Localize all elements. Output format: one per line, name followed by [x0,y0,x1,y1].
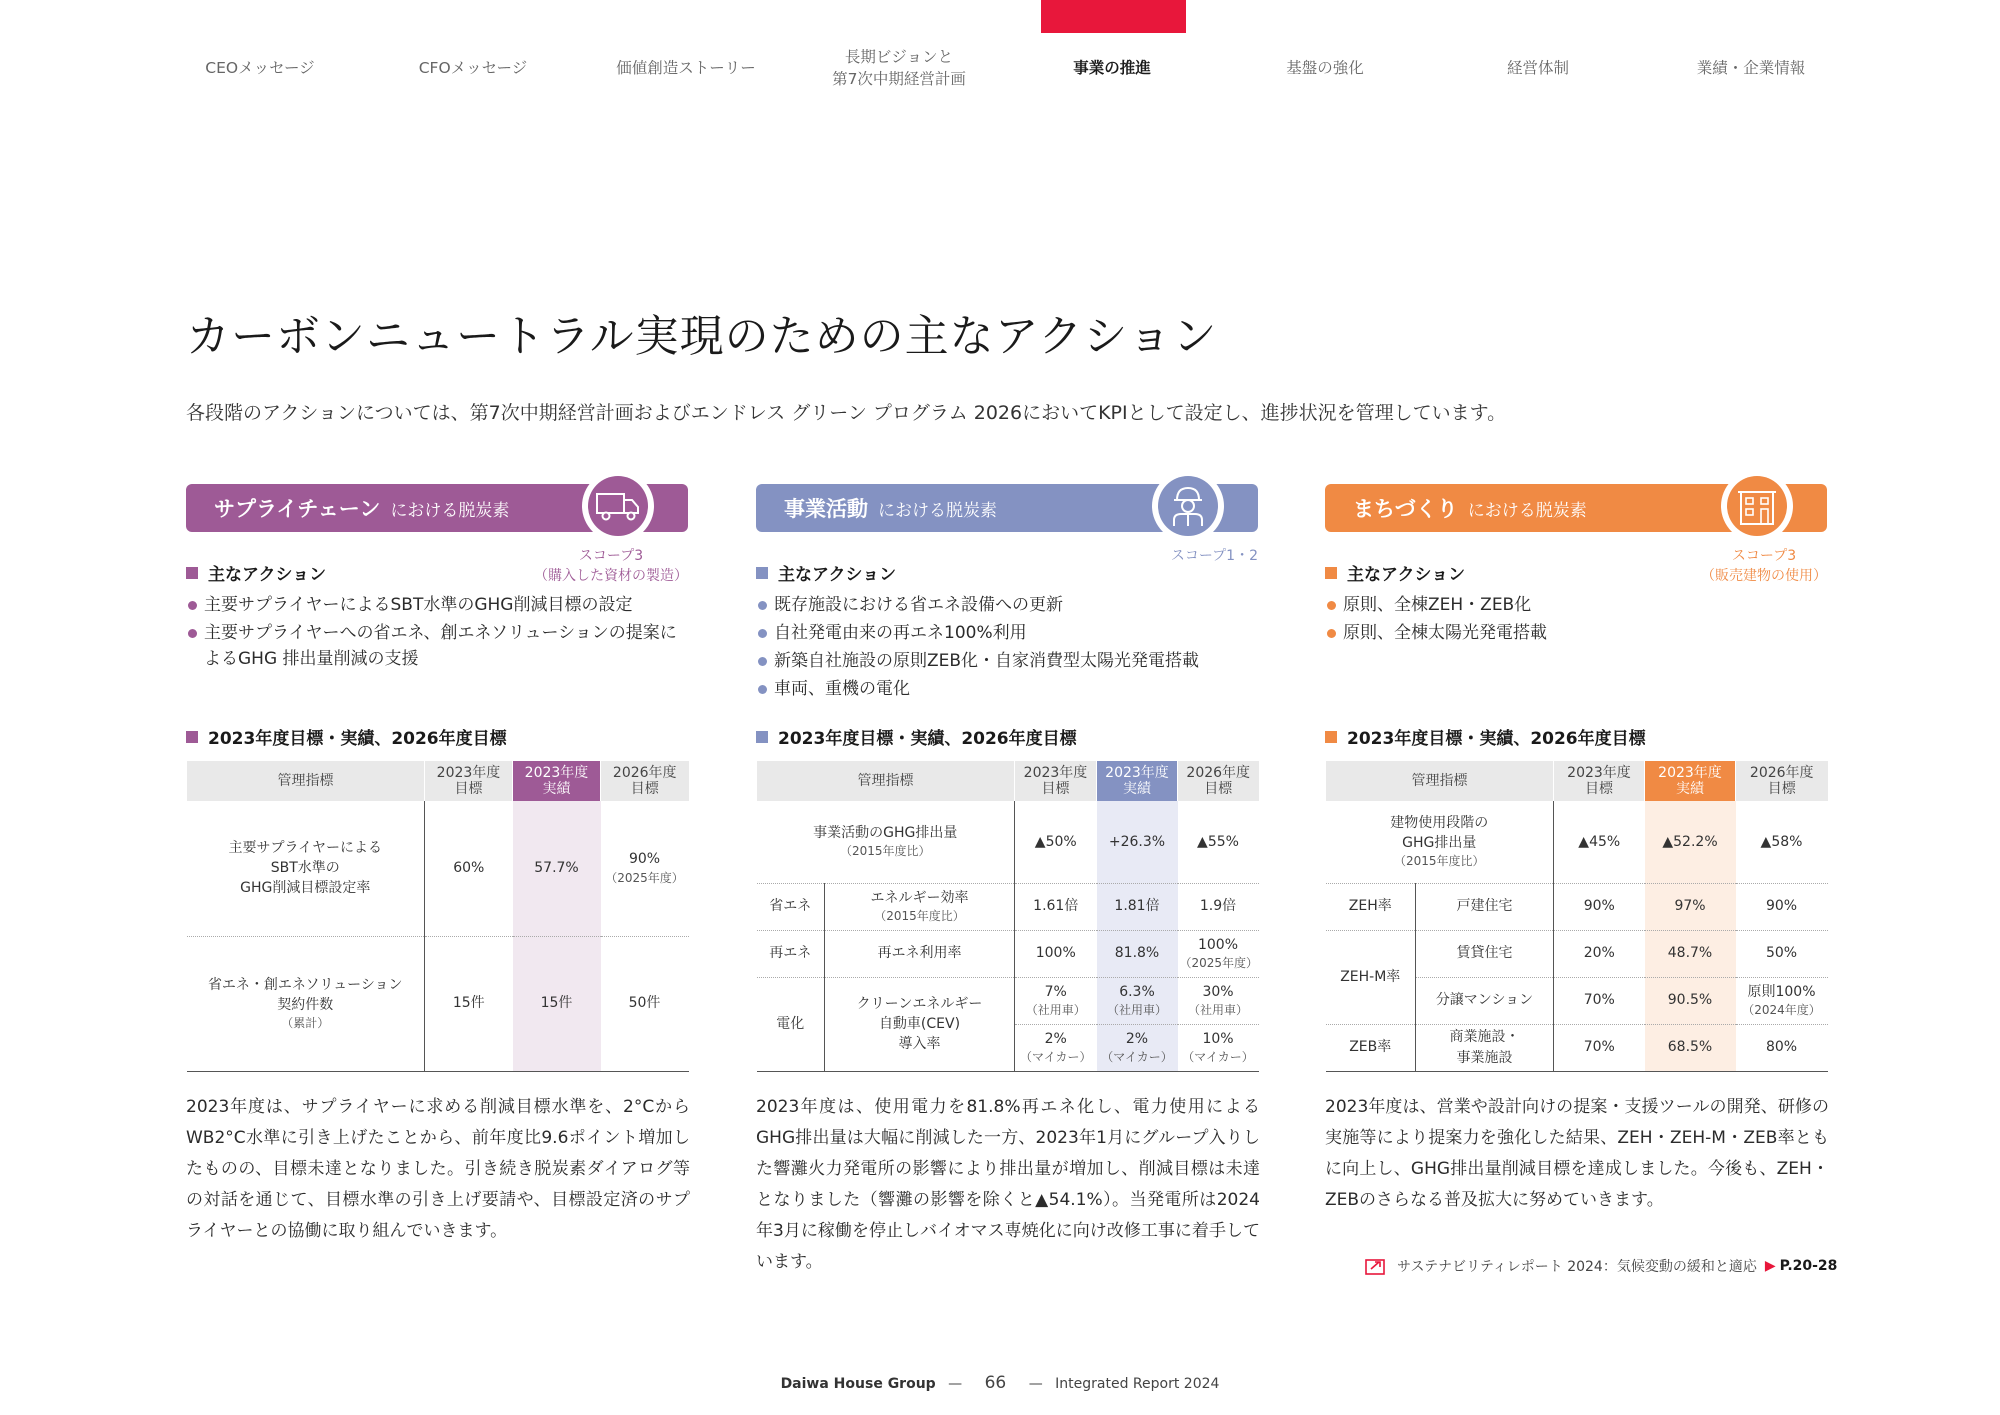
actions-heading [756,560,896,585]
nav-item-label: 業績・企業情報 [1696,58,1806,77]
cell-note: （社用車） [1025,1002,1086,1017]
truck-icon [595,489,641,523]
goal-note: （2025年度） [1179,955,1259,970]
cell-value: 30% [1202,983,1234,1000]
target-cell: 1.61倍 [1015,883,1097,930]
column-body-text: 2023年度は、サプライヤーに求める削減目標水準を、2°CからWB2°C水準に引き上げたことから、前年度比9.6ポイント増加したものの、目標未達となりました。引き続き脱炭素ダイアログ等の対話を通じて、目標水準の引き上げ要請や、目標設定済のサプライヤーとの協働に取り組んでいきます。 [186,1097,690,1241]
actions-heading [186,560,326,585]
target-cell: 70% [1554,977,1645,1024]
target-cell: 60% [425,801,513,936]
worker-icon [1168,484,1208,528]
cell-value: 2% [1044,1030,1067,1047]
kpi-heading [1325,724,1646,749]
table-row [757,883,1259,930]
goal-cell [601,801,689,936]
metric-label: 主要サプライヤーによる SBT水準の GHG削減目標設定率 [187,801,425,936]
footer-report-name: Integrated Report 2024 [1055,1376,1220,1392]
goal-value: 100% [1197,936,1239,953]
actual-cell [1097,977,1178,1024]
column-town-development [1325,480,1827,1260]
header-2023-actual: 2023年度 実績 [1097,761,1178,801]
scope-line: スコープ3 [578,548,644,564]
actual-cell: ▲52.2% [1645,801,1736,883]
page-footer [0,1373,2000,1393]
page-title: カーボンニュートラル実現のための主なアクション [186,311,1218,362]
sustainability-report-link[interactable] [1365,1256,1837,1276]
nav-item-ceo-message[interactable] [160,40,360,96]
group-label: 省エネ [757,883,825,930]
target-cell: 70% [1554,1024,1645,1071]
group-label: ZEB率 [1326,1024,1416,1071]
goal-value: 90% [628,851,661,868]
actions-heading-label: 主なアクション [1347,565,1466,585]
square-bullet-icon [186,731,198,743]
list-item: 既存施設における省エネ設備への更新 [756,592,1258,618]
page-number: 66 [984,1373,1007,1393]
square-bullet-icon [756,731,768,743]
nav-item-long-term-vision[interactable] [799,40,999,96]
nav-item-label: 事業の推進 [1073,58,1151,77]
cell-value: 2% [1125,1030,1149,1047]
kpi-table [756,761,1259,1072]
scope-line: スコープ3 [1731,548,1797,564]
triangle-arrow-icon: ▶ [1764,1258,1776,1274]
nav-item-business-promotion[interactable] [1012,40,1212,96]
metric-label [1326,801,1554,883]
nav-item-label: 経営体制 [1506,58,1569,77]
square-bullet-icon [1325,731,1337,743]
kpi-heading-label: 2023年度目標・実績、2026年度目標 [1347,729,1646,749]
report-link-page: P.20-28 [1779,1258,1838,1274]
actual-cell: 1.81倍 [1097,883,1178,930]
goal-cell: 50% [1736,930,1828,977]
column-header-sub: における脱炭素 [1467,500,1587,521]
actual-cell: 90.5% [1645,977,1736,1024]
cell-note: （マイカー） [1101,1049,1173,1064]
actual-cell: 68.5% [1645,1024,1736,1071]
nav-item-label: CFOメッセージ [418,58,528,77]
nav-item-value-creation[interactable] [586,40,786,96]
nav-item-foundation[interactable] [1225,40,1425,96]
actual-cell: 15件 [513,936,601,1071]
metric-label-text: 省エネ・創エネソリューション 契約件数 [207,976,403,1013]
emblem [1152,470,1224,542]
target-cell: 20% [1554,930,1645,977]
table-row [187,936,689,1071]
actual-cell: +26.3% [1097,801,1178,883]
goal-cell: ▲55% [1178,801,1259,883]
target-cell [1015,1024,1097,1071]
table-header-row [757,761,1259,801]
cell-value: 10% [1202,1030,1234,1047]
nav-item-label: 長期ビジョンと 第7次中期経営計画 [832,47,966,88]
list-item: 自社発電由来の再エネ100%利用 [756,620,1258,646]
target-cell: ▲50% [1015,801,1097,883]
actions-list [756,592,1258,704]
column-header-main: サプライチェーン [214,497,381,521]
kpi-heading-label: 2023年度目標・実績、2026年度目標 [778,729,1077,749]
scope-line: スコープ1・2 [1170,548,1258,564]
goal-cell: ▲58% [1736,801,1828,883]
metric-label [757,801,1015,883]
goal-cell [1178,930,1259,977]
metric-label [187,936,425,1071]
metric-note: （2015年度比） [1393,854,1485,869]
goal-note: （2024年度） [1742,1002,1821,1017]
kpi-heading-label: 2023年度目標・実績、2026年度目標 [208,729,507,749]
column-header-sub: における脱炭素 [390,500,510,521]
top-navigation [0,0,2000,100]
table-row [187,801,689,936]
list-item: 車両、重機の電化 [756,676,1258,702]
target-cell [1015,977,1097,1024]
scope-line: （購入した資材の製造） [534,568,688,585]
group-label: ZEH率 [1326,883,1416,930]
list-item: 主要サプライヤーへの省エネ、創エネソリューションの提案によるGHG 排出量削減の支援 [186,620,688,672]
header-2023-actual: 2023年度 実績 [513,761,601,801]
metric-label-text: エネルギー効率 [870,889,969,906]
table-row [1326,930,1828,977]
column-header-sub: における脱炭素 [878,500,997,521]
cell-note: （社用車） [1187,1002,1248,1017]
column-business-activities [756,480,1260,1272]
goal-note: （2025年度） [605,870,684,885]
nav-item-label: 基盤の強化 [1286,58,1364,77]
header-2026-goal: 2026年度 目標 [601,761,689,801]
target-cell: 15件 [425,936,513,1071]
table-row [757,977,1259,1024]
header-2026-goal: 2026年度 目標 [1736,761,1828,801]
nav-item-label: 価値創造ストーリー [616,58,756,77]
metric-note: （2015年度比） [839,844,931,859]
table-row [1326,801,1828,883]
table-row [757,930,1259,977]
nav-item-governance[interactable] [1438,40,1638,96]
table-header-row [1326,761,1828,801]
goal-cell: 50件 [601,936,689,1071]
nav-item-label: CEOメッセージ [205,58,315,77]
kpi-table [186,761,689,1072]
metric-label: 再エネ利用率 [825,930,1015,977]
column-header-main: 事業活動 [784,497,868,521]
metric-note: （累計） [281,1016,330,1031]
header-metric: 管理指標 [187,761,425,801]
scope-label [1171,546,1258,566]
actions-heading-label: 主なアクション [778,565,897,585]
metric-label: 戸建住宅 [1416,883,1554,930]
actual-cell: 48.7% [1645,930,1736,977]
list-item: 原則、全棟ZEH・ZEB化 [1325,592,1827,618]
cell-note: （社用車） [1106,1002,1167,1017]
metric-label: クリーンエネルギー 自動車(CEV) 導入率 [825,977,1015,1071]
group-label: 電化 [757,977,825,1071]
square-bullet-icon [756,567,768,579]
cell-value: 6.3% [1119,983,1155,1000]
lead-text: 各段階のアクションについては、第7次中期経営計画およびエンドレス グリーン プログラム 2026においてKPIとして設定し、進捗状況を管理しています。 [186,402,1507,424]
metric-label-text: 建物使用段階の GHG排出量 [1390,814,1489,852]
column-body-text: 2023年度は、営業や設計向けの提案・支援ツールの開発、研修の実施等により提案力を強化した結果、ZEH・ZEH-M・ZEB率ともに向上し、GHG排出量削減目標を達成しました。今後も、ZEH・ZEBのさらなる普及拡大に努めていきます。 [1325,1097,1829,1210]
target-cell: 100% [1015,930,1097,977]
actual-cell: 57.7% [513,801,601,936]
metric-label: 分譲マンション [1416,977,1554,1024]
table-header-row [187,761,689,801]
header-2023-target: 2023年度 目標 [1015,761,1097,801]
metric-label [825,883,1015,930]
square-bullet-icon [186,567,198,579]
emblem [1721,470,1793,542]
goal-cell: 80% [1736,1024,1828,1071]
table-row [757,801,1259,883]
header-2023-target: 2023年度 目標 [1554,761,1645,801]
footer-dash: — [1028,1376,1043,1392]
scope-label [1701,546,1827,587]
target-cell: ▲45% [1554,801,1645,883]
header-metric: 管理指標 [757,761,1015,801]
header-metric: 管理指標 [1326,761,1554,801]
footer-dash: — [948,1376,963,1392]
metric-label-text: 事業活動のGHG排出量 [813,824,958,841]
actual-cell: 81.8% [1097,930,1178,977]
scope-line: （販売建物の使用） [1701,568,1827,585]
table-row [1326,883,1828,930]
list-item: 主要サプライヤーによるSBT水準のGHG削減目標の設定 [186,592,688,618]
square-bullet-icon [1325,567,1337,579]
header-2023-actual: 2023年度 実績 [1645,761,1736,801]
report-link-text: サステナビリティレポート 2024：気候変動の緩和と適応 [1397,1259,1757,1275]
target-cell: 90% [1554,883,1645,930]
column-body-text: 2023年度は、使用電力を81.8%再エネ化し、電力使用によるGHG排出量は大幅に削減した一方、2023年1月にグループ入りした響灘火力発電所の影響により排出量が増加し、削減目標は未達となりました（響灘の影響を除くと▲54.1%）。当発電所は2024年3月に稼働を停止しバイオマス専焼化に向け改修工事に着手しています。 [756,1097,1260,1272]
goal-cell [1178,1024,1259,1071]
emblem [582,470,654,542]
actions-heading-label: 主なアクション [208,565,327,585]
kpi-heading [756,724,1077,749]
actions-heading [1325,560,1465,585]
active-section-marker [1041,0,1186,33]
group-label: 再エネ [757,930,825,977]
metric-label: 賃貸住宅 [1416,930,1554,977]
goal-cell: 1.9倍 [1178,883,1259,930]
metric-note: （2015年度比） [874,908,965,923]
kpi-heading [186,724,507,749]
cell-note: （マイカー） [1182,1049,1254,1064]
list-item: 原則、全棟太陽光発電搭載 [1325,620,1827,646]
footer-brand: Daiwa House Group [780,1376,936,1392]
metric-label: 商業施設・ 事業施設 [1416,1024,1554,1071]
list-item: 新築自社施設の原則ZEB化・自家消費型太陽光発電搭載 [756,648,1258,674]
nav-item-cfo-message[interactable] [373,40,573,96]
external-link-icon [1365,1257,1389,1275]
kpi-table [1325,761,1828,1072]
goal-value: 原則100% [1747,983,1816,1000]
actual-cell: 97% [1645,883,1736,930]
actions-list [186,592,688,674]
nav-item-performance[interactable] [1651,40,1851,96]
scope-label [534,546,688,587]
header-2026-goal: 2026年度 目標 [1178,761,1259,801]
actual-cell [1097,1024,1178,1071]
column-header-main: まちづくり [1353,497,1458,521]
table-row [1326,1024,1828,1071]
group-label: ZEH-M率 [1326,930,1416,1024]
cell-note: （マイカー） [1020,1049,1092,1064]
column-supply-chain [186,480,688,1260]
building-icon [1736,486,1778,526]
cell-value: 7% [1044,983,1067,1000]
goal-cell [1736,977,1828,1024]
header-2023-target: 2023年度 目標 [425,761,513,801]
actions-list [1325,592,1827,648]
goal-cell [1178,977,1259,1024]
goal-cell: 90% [1736,883,1828,930]
